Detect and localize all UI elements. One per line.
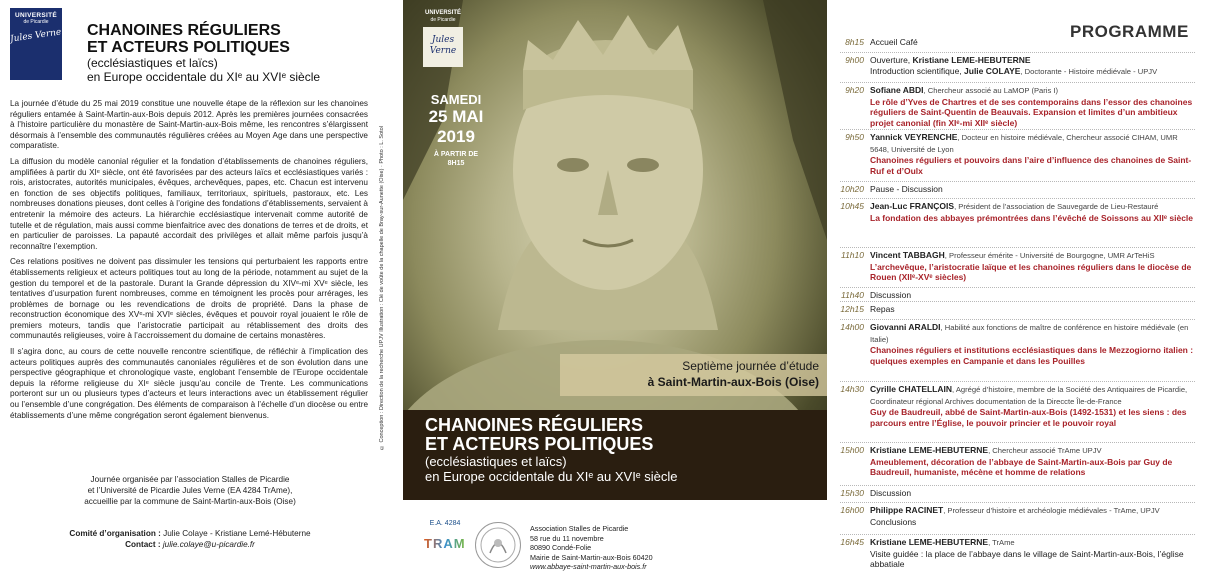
- speaker-name: Giovanni ARALDI: [870, 322, 941, 332]
- speaker-role: , Chercheur associé TrAme UPJV: [988, 446, 1102, 455]
- organised-by: [60, 474, 320, 507]
- website-link[interactable]: www.abbaye-saint-martin-aux-bois.fr: [530, 562, 647, 571]
- program-entry: [870, 384, 1195, 428]
- program-time: 14h30: [840, 384, 864, 394]
- speaker-name: Cyrille CHATELLAIN: [870, 384, 953, 394]
- program-label: Discussion: [870, 290, 912, 300]
- program-label: Accueil Café: [870, 37, 918, 47]
- logo-university-text: UNIVERSITÉ: [14, 12, 57, 19]
- speaker-role: , Président de l’association de Sauvegarde de Lieu-Restauré: [954, 202, 1159, 211]
- speaker-role: , Agrégé d’histoire, membre de la Société des Antiquaires de Picardie, Coordinateur régional Archives documentation de la Direccte Île-de-France: [870, 385, 1188, 406]
- speaker-line: [870, 384, 1195, 407]
- center-logo-sub: de Picardie: [430, 17, 456, 23]
- row-divider: [840, 129, 1195, 130]
- program-time: 16h00: [840, 505, 864, 515]
- paragraph: Ces relations positives ne doivent pas dissimuler les tensions qui perturbaient les rapports entre établissements religieux et acteurs politiques tout au long de la période, notamment au sujet de la gestion du temporel et de la pastorale. Durant la Grande dépression du XIVᵉ-mi XVᵉ siècle, les tentatives d’usurpation furent nombreuses, comme en témoignent les procès pour arrérages, les problèmes de bornage ou les revendications de droits de propriété. Dans la phase de reconstruction économique des XVᵉ-mi XVIᵉ siècles, évêques et pouvoir royal jouaient le rôle de premiers moteurs, tandis que l’aristocratie participait au rétablissement des droits des communautés religieuses, voire à l’accroissement du domaine de certains monastères.: [10, 257, 368, 341]
- logo-script: Jules Verne: [10, 27, 62, 45]
- address-line: 58 rue du 11 novembre: [530, 533, 604, 543]
- program-entry: [870, 304, 1195, 315]
- program-entry: [870, 85, 1195, 128]
- cover-title-line2: ET ACTEURS POLITIQUES: [425, 434, 654, 454]
- date-year: 2019: [437, 127, 475, 146]
- cover-title-line1: CHANOINES RÉGULIERS: [425, 415, 644, 435]
- speaker-name: Yannick VEYRENCHE: [870, 132, 958, 142]
- row-divider: [840, 247, 1195, 248]
- center-logo-univ: UNIVERSITÉ: [424, 10, 461, 16]
- address-line: Association Stalles de Picardie: [530, 524, 629, 533]
- program-label: Pause - Discussion: [870, 184, 943, 194]
- speaker-role: , Doctorante - Histoire médiévale - UPJV: [1020, 66, 1158, 76]
- cover-title-line4: en Europe occidentale du XIᵉ au XVIᵉ siècle: [425, 469, 678, 484]
- trame-wordmark: TRAME: [424, 530, 466, 558]
- start-time: 8H15: [447, 160, 465, 167]
- program-entry: [870, 55, 1195, 77]
- row-divider: [840, 181, 1195, 182]
- speaker-role: , Docteur en histoire médiévale, Chercheur associé CIHAM, UMR 5648, Université de Lyon: [870, 133, 1178, 154]
- speaker-line: [870, 445, 1195, 457]
- row-divider: [840, 381, 1195, 382]
- ea-number: E.A. 4284: [429, 520, 461, 527]
- speaker-line: [870, 132, 1195, 155]
- start-time-label: À PARTIR DE: [433, 151, 479, 158]
- left-body-text: [10, 99, 368, 426]
- university-logo: [10, 8, 62, 80]
- row-divider: [840, 198, 1195, 199]
- center-logo: [423, 10, 463, 84]
- association-address: [530, 524, 730, 572]
- speaker-role: , Professeur émérite - Université de Bourgogne, UMR ArTeHiS: [944, 251, 1155, 260]
- program-time: 8h15: [845, 37, 864, 47]
- contact-email[interactable]: julie.colaye@u-picardie.fr: [162, 540, 255, 549]
- program-time: 10h45: [840, 201, 864, 211]
- program-time: 9h50: [845, 132, 864, 142]
- speaker-line: [870, 55, 1195, 66]
- cover-title-line3: (ecclésiastiques et laïcs): [425, 454, 567, 469]
- paragraph: La journée d’étude du 25 mai 2019 constitue une nouvelle étape de la réflexion sur les chanoines réguliers entamée à Saint-Martin-aux-Bois depuis 2012. Après les premières journées consacrées à l’histoire particulière du monastère de Saint-Martin-aux-Bois même, les rencontres s’élargissent désormais à l’ensemble des communautés régulières créées au Moyen Age dans une perspective comparatiste.: [10, 99, 368, 151]
- address-line: 80890 Condé-Folie: [530, 543, 592, 552]
- speaker-line: [870, 322, 1195, 345]
- center-logo-script: Jules Verne: [423, 27, 463, 67]
- talk-title: Ameublement, décoration de l’abbaye de Saint-Martin-aux-Bois par Guy de Baudreuil, humaniste, mécène et homme de relations: [870, 456, 1173, 478]
- paragraph: La diffusion du modèle canonial régulier et la fondation d’établissements de chanoines réguliers, amplifiées à partir du XIᵉ siècle, ont été favorisées par des acteurs laïcs et ecclésiastiques variés : rois, aristocrates, autorités municipales, évêques, archevêques, papes, etc. Chacun est intervenu en fonction de ses objectifs politiques, familiaux, territoriaux, spirituels, pastoraux, etc. Les nombreuses donations pieuses, dont celles à l’origine des fondations d’établissements, servaient à entretenir la mémoire des acteurs. La hiérarchie ecclésiastique intervenait comme autorité de tutelle et de régulation, mais aussi comme bienfaitrice avec des donations de terres et de droits, et en particulier de paroisses. La papauté accordait des privilèges et allait même parfois jusqu’à reconnaître l’exemption.: [10, 156, 368, 251]
- program-prefix: Introduction scientifique,: [870, 65, 965, 76]
- speaker-line: [870, 537, 1195, 549]
- speaker-line: [870, 505, 1195, 517]
- program-entry: [870, 37, 1195, 48]
- program-time: 16h45: [840, 537, 864, 547]
- stalles-seal-icon: [476, 523, 520, 567]
- program-time: 15h00: [840, 445, 864, 455]
- program-time: 11h40: [840, 290, 864, 300]
- program-time: 10h20: [840, 184, 864, 194]
- program-label: Discussion: [870, 488, 912, 498]
- talk-title: Le rôle d’Yves de Chartres et de ses contemporains dans l’essor des chanoines réguliers de Saint-Quentin de Beauvais. Expansion et limites d’un ambitieux projet canonial (fin XIᵉ-mi XIIᵉ siècle): [870, 96, 1193, 128]
- program-entry: [870, 201, 1195, 223]
- row-divider: [840, 301, 1195, 302]
- program-label: Repas: [870, 304, 895, 314]
- row-divider: [840, 287, 1195, 288]
- row-divider: [840, 534, 1195, 535]
- left-title-block: [87, 22, 377, 84]
- date-day: SAMEDI: [430, 92, 482, 107]
- speaker-line: [870, 250, 1195, 262]
- stalles-logo: [475, 522, 521, 568]
- talk-title: La fondation des abbayes prémontrées dans l’évêché de Soissons au XIIᵉ siècle: [870, 212, 1194, 223]
- talk-title: L’archevêque, l’aristocratie laïque et les chanoines réguliers dans le diocèse de Rouen (XIIᵉ-XVᵉ siècles): [870, 261, 1192, 283]
- program-entry: [870, 184, 1195, 195]
- program-time: 9h20: [845, 85, 864, 95]
- left-title-line3: (ecclésiastiques et laïcs): [87, 56, 218, 70]
- speaker-role: , Chercheur associé au LaMOP (Paris I): [923, 86, 1059, 95]
- contact-label: Contact :: [125, 540, 161, 549]
- program-time: 12h15: [840, 304, 864, 314]
- program-entry: [870, 505, 1195, 527]
- banner-line2: à Saint-Martin-aux-Bois (Oise): [647, 375, 819, 389]
- program-entry: [870, 488, 1195, 499]
- program-time: 9h00: [845, 55, 864, 65]
- speaker-name: Kristiane LEME-HEBUTERNE: [870, 445, 989, 455]
- program-label: Conclusions: [870, 516, 917, 527]
- speaker-name: Kristiane LEME-HEBUTERNE: [912, 55, 1031, 65]
- row-divider: [840, 485, 1195, 486]
- committee-label: Comité d’organisation :: [69, 529, 161, 538]
- speaker-role: , Habilité aux fonctions de maître de conférence en histoire médiévale (en Italie): [870, 323, 1189, 344]
- row-divider: [840, 502, 1195, 503]
- trame-logo: [424, 520, 476, 572]
- speaker-role: , TrAme: [988, 538, 1015, 547]
- program-entry: [870, 445, 1195, 478]
- speaker-line: [870, 66, 1195, 78]
- program-time: 11h10: [840, 250, 864, 260]
- banner-line1: Septième journée d’étude: [682, 359, 819, 373]
- row-divider: [840, 82, 1195, 83]
- cover-title-box: [403, 410, 827, 500]
- left-title-line1: CHANOINES RÉGULIERS: [87, 22, 281, 39]
- program-entry: [870, 290, 1195, 301]
- date-block: [422, 92, 490, 168]
- program-label: Visite guidée : la place de l’abbaye dans le village de Saint-Martin-aux-Bois, l’église abbatiale: [870, 548, 1184, 570]
- row-divider: [840, 319, 1195, 320]
- speaker-line: [870, 201, 1195, 213]
- credits-vertical: © Conception : Direction de la recherche UPJV Illustration : Clé de voûte de la chapelle de Bray-sur-Aunette (Oise) · Photo : L. Sotol: [379, 126, 385, 450]
- speaker-role: , Professeur d’histoire et archéologie médiévales - TrAme, UPJV: [943, 506, 1160, 515]
- speaker-name: Kristiane LEME-HEBUTERNE: [870, 537, 989, 547]
- committee: [60, 528, 320, 550]
- date-daymonth: 25 MAI: [428, 107, 484, 126]
- speaker-name: Julie COLAYE: [964, 65, 1021, 76]
- program-entry: [870, 250, 1195, 283]
- row-divider: [840, 442, 1195, 443]
- committee-names: Julie Colaye - Kristiane Lemé-Hébuterne: [163, 529, 311, 538]
- program-entry: [870, 537, 1195, 570]
- program-entry: [870, 132, 1195, 176]
- talk-title: Chanoines réguliers et pouvoirs dans l’aire d’influence des chanoines de Saint-Ruf et d’Oulx: [870, 155, 1192, 176]
- paragraph: Il s’agira donc, au cours de cette nouvelle rencontre scientifique, de réfléchir à l’implication des acteurs politiques auprès des communautés canoniales régulières et de son évolution dans une perspective géographique et chronologique vaste, englobant l’ensemble de l’Europe occidentale depuis la réforme religieuse du XIᵉ siècle jusqu’au concile de Trente. Les communications porteront sur un ou plusieurs types d’acteurs et leurs interactions avec un établissement régulier ou l’ensemble d’une congrégation. Des éléments de comparaison à l’échelle d’un diocèse ou entre établissements d’une même congrégation seront également bienvenus.: [10, 347, 368, 420]
- logo-subtitle: de Picardie: [23, 19, 49, 25]
- organised-line-1: Journée organisée par l’association Stalles de Picardie: [90, 475, 290, 484]
- talk-title: Guy de Baudreuil, abbé de Saint-Martin-aux-Bois (1492-1531) et les siens : des parcours entre l’Église, le pouvoir princier et le pouvoir royal: [870, 407, 1187, 428]
- organised-line-3: accueillie par la commune de Saint-Martin-aux-Bois (Oise): [84, 497, 296, 506]
- program-time: 15h30: [840, 488, 864, 498]
- row-divider: [840, 52, 1195, 53]
- address-line: Mairie de Saint-Martin-aux-Bois 60420: [530, 552, 653, 562]
- program-prefix: Ouverture,: [870, 55, 913, 65]
- program-entry: [870, 322, 1195, 366]
- speaker-name: Philippe RACINET: [870, 505, 944, 515]
- left-title-line2: ET ACTEURS POLITIQUES: [87, 39, 290, 56]
- program-time: 14h00: [840, 322, 864, 332]
- program-title: PROGRAMME: [1070, 22, 1189, 41]
- speaker-name: Sofiane ABDI: [870, 85, 924, 95]
- speaker-name: Vincent TABBAGH: [870, 250, 945, 260]
- event-banner: [560, 354, 827, 396]
- left-title-line4: en Europe occidentale du XIᵉ au XVIᵉ siècle: [87, 70, 321, 84]
- talk-title: Chanoines réguliers et institutions ecclésiastiques dans le Mezzogiorno italien : quelques exemples en Campanie et dans les Pouilles: [870, 345, 1194, 366]
- organised-line-2: et l’Université de Picardie Jules Verne (EA 4284 TrAme),: [87, 486, 293, 495]
- speaker-name: Jean-Luc FRANÇOIS: [870, 201, 955, 211]
- speaker-line: [870, 85, 1195, 97]
